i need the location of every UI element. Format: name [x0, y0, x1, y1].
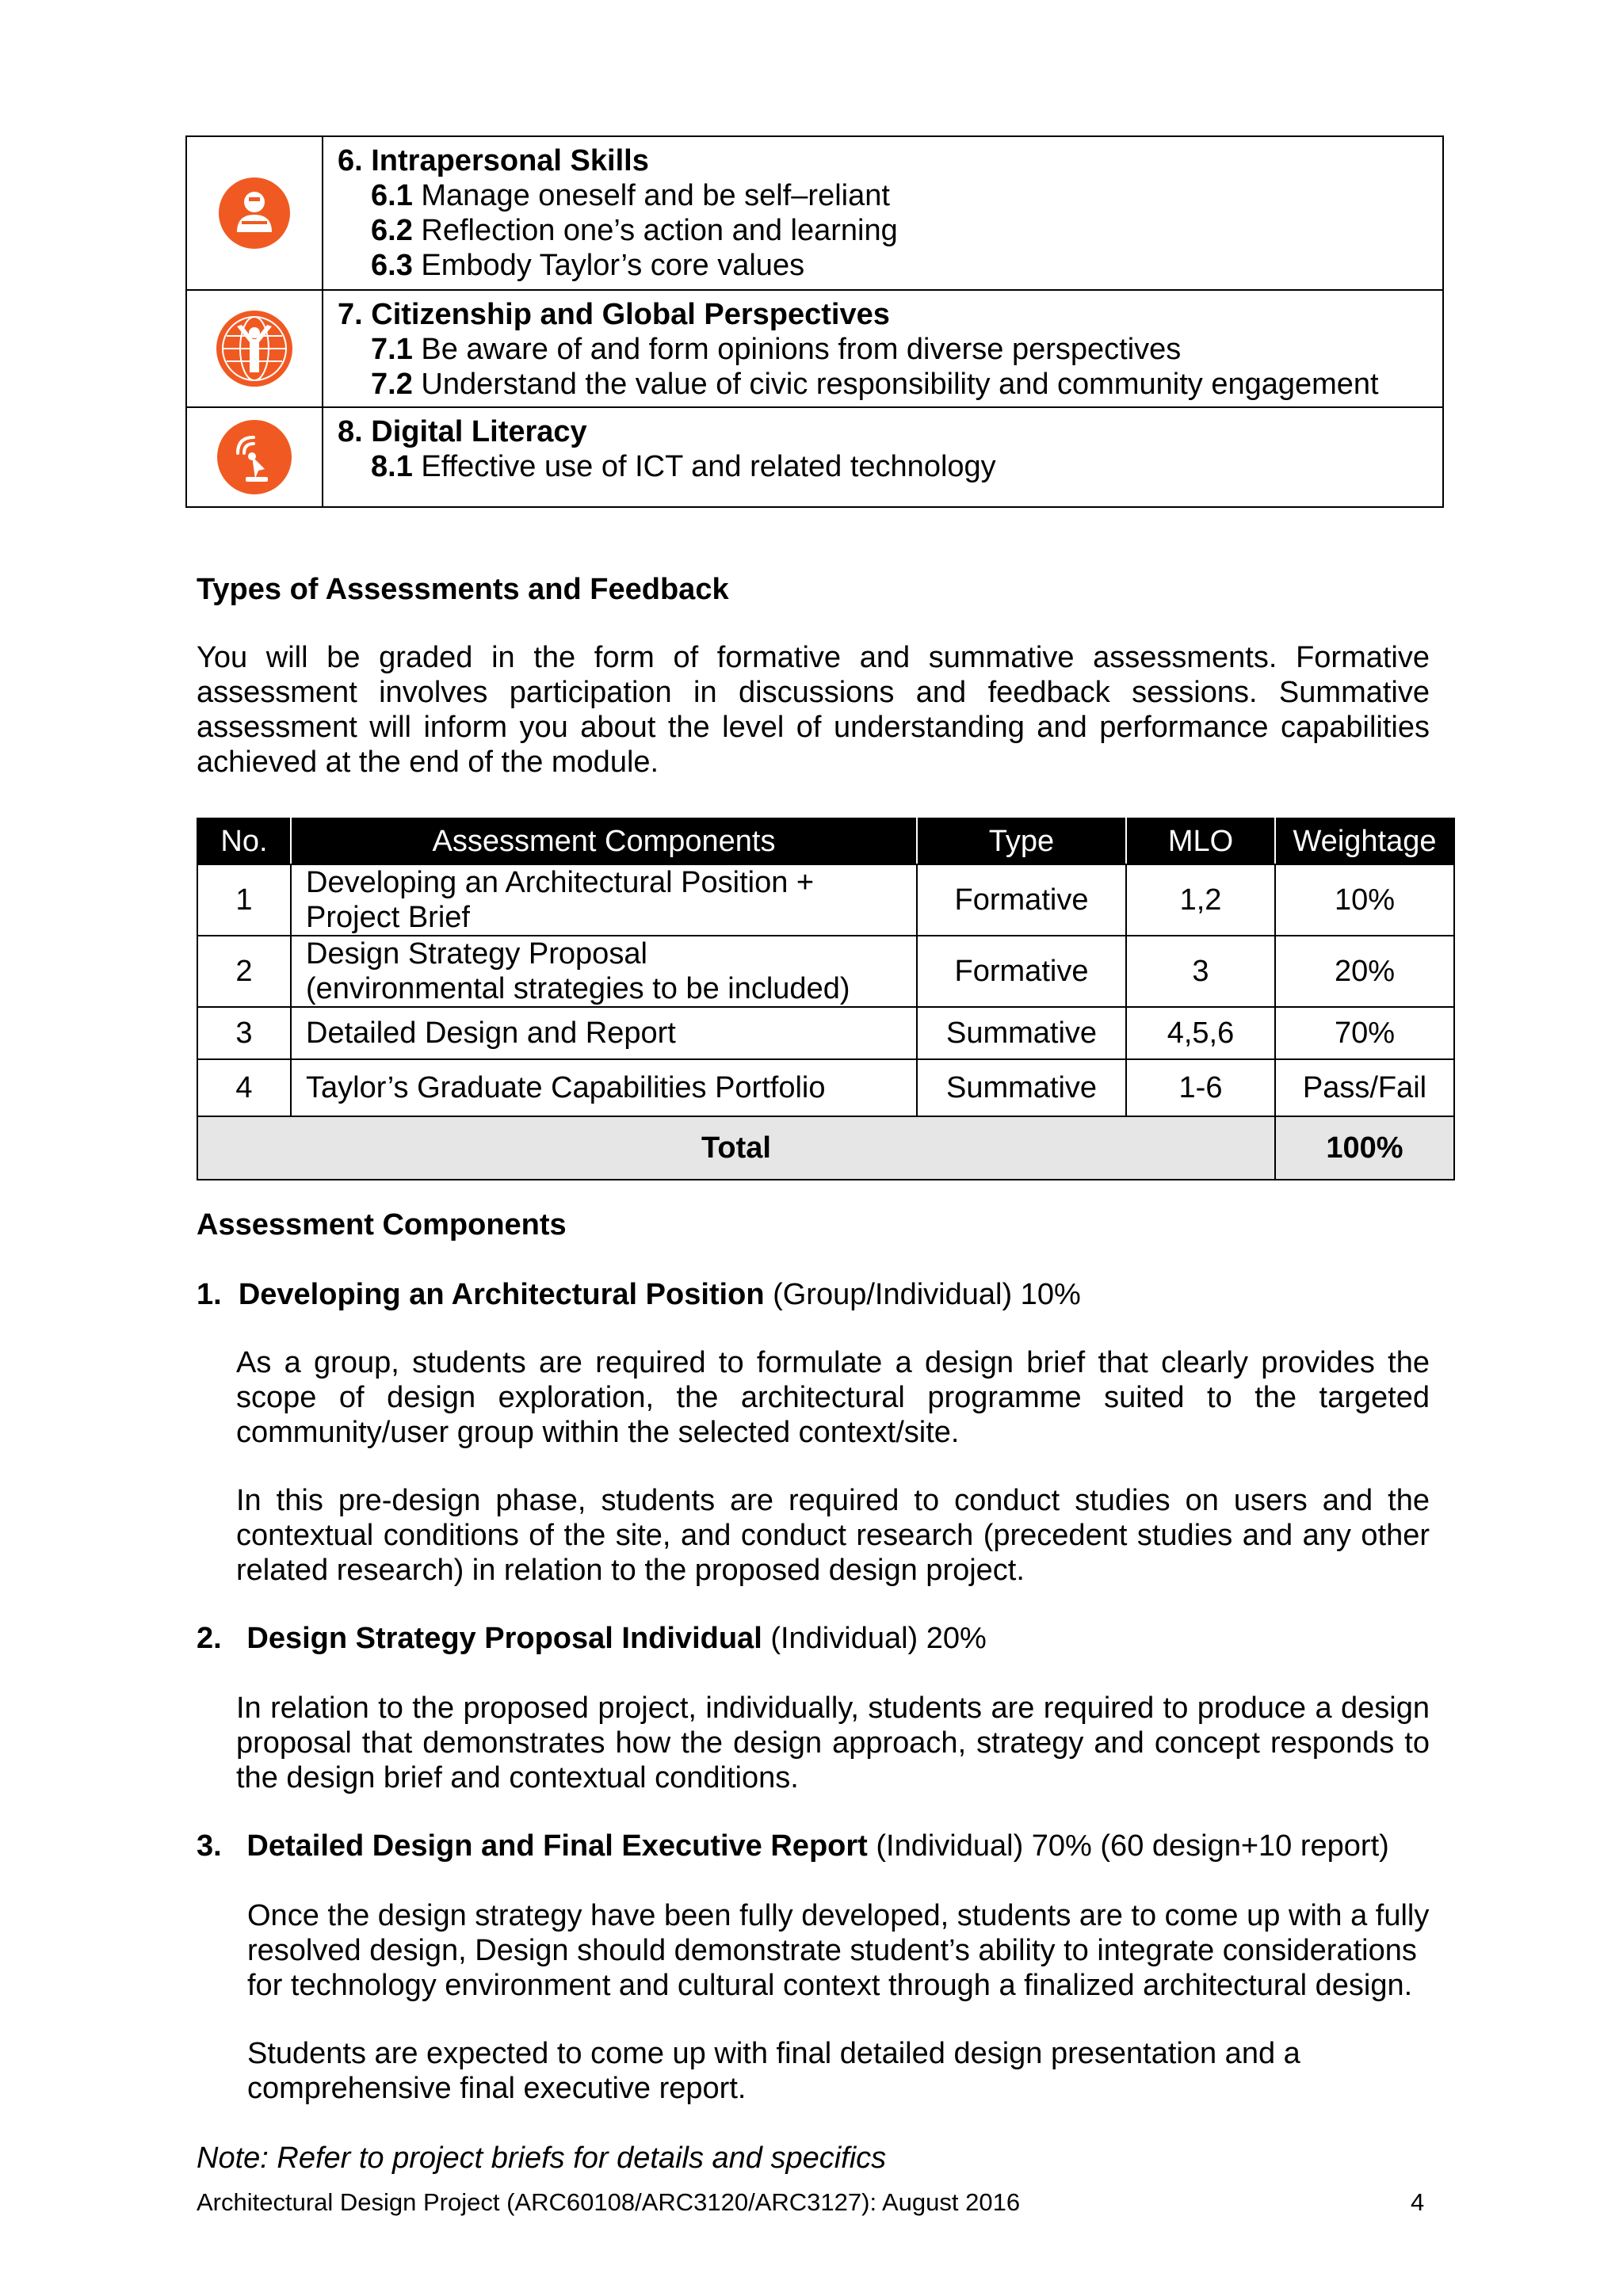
footer-course: Architectural Design Project (ARC60108/ARC3120/ARC3127): August 2016: [197, 2188, 1021, 2216]
column-header: Type: [917, 818, 1126, 864]
globe-person-icon: [215, 309, 294, 388]
cell-mlo: 1,2: [1126, 864, 1275, 936]
note-text: Note: Refer to project briefs for details and specifics: [197, 2142, 887, 2175]
component-number: 2.: [197, 1622, 222, 1655]
component-title: Design Strategy Proposal Individual: [246, 1622, 762, 1655]
cell-no: 4: [197, 1059, 291, 1116]
table-total-row: [197, 1116, 1454, 1180]
capability-row: [186, 407, 1443, 507]
component-item-heading: [197, 1829, 1389, 1863]
table-row: [197, 936, 1454, 1007]
component-paragraph: As a group, students are required to formulate a design brief that clearly provides the scope of design exploration, the architectural programme suited to the targeted community/user group within the selected context/site.: [236, 1346, 1430, 1449]
cell-weightage: 10%: [1275, 864, 1454, 936]
assessment-components-heading: Assessment Components: [197, 1208, 567, 1241]
assessment-types-paragraph: You will be graded in the form of formative and summative assessments. Formative assessment involves participation in discussions and feedback sessions. Summative assessment will inform you about the level of understanding and performance capabilities achieved at the end of the module.: [197, 641, 1430, 779]
cell-type: Summative: [917, 1007, 1126, 1059]
component-number: 3.: [197, 1829, 222, 1863]
capability-title: 6. Intrapersonal Skills: [338, 144, 649, 177]
capability-item: 8.1 Effective use of ICT and related technology: [371, 450, 996, 483]
capability-icon-cell: [186, 136, 323, 290]
table-row: [197, 1059, 1454, 1116]
capability-icon-cell: [186, 290, 323, 407]
capability-title: 8. Digital Literacy: [338, 415, 587, 448]
component-suffix: (Individual) 70% (60 design+10 report): [867, 1829, 1389, 1863]
cell-no: 2: [197, 936, 291, 1007]
capability-item: 6.2 Reflection one’s action and learning: [371, 214, 898, 247]
capability-item: 7.1 Be aware of and form opinions from diverse perspectives: [371, 333, 1182, 366]
cell-mlo: 4,5,6: [1126, 1007, 1275, 1059]
capability-content: [323, 136, 1443, 290]
capability-title: 7. Citizenship and Global Perspectives: [338, 298, 890, 331]
cell-component: Developing an Architectural Position + Project Brief: [291, 864, 917, 936]
component-title: Developing an Architectural Position: [238, 1278, 765, 1311]
component-paragraph: Students are expected to come up with final detailed design presentation and a comprehensive final executive report.: [247, 2037, 1300, 2105]
component-item-heading: [197, 1277, 1081, 1312]
column-header: MLO: [1126, 818, 1275, 864]
capability-content: [323, 407, 1443, 507]
cell-weightage: Pass/Fail: [1275, 1059, 1454, 1116]
capabilities-table: [185, 135, 1444, 508]
cell-mlo: 1-6: [1126, 1059, 1275, 1116]
capability-icon-cell: [186, 407, 323, 507]
cell-component: Taylor’s Graduate Capabilities Portfolio: [291, 1059, 917, 1116]
capability-item: 6.1 Manage oneself and be self–reliant: [371, 179, 890, 212]
capability-item: 6.3 Embody Taylor’s core values: [371, 249, 805, 282]
intrapersonal-icon: [218, 177, 291, 250]
column-header: Weightage: [1275, 818, 1454, 864]
component-suffix: (Individual) 20%: [762, 1622, 987, 1655]
assessment-table: [197, 818, 1455, 1180]
cell-type: Summative: [917, 1059, 1126, 1116]
table-row: [197, 1007, 1454, 1059]
component-paragraph: Once the design strategy have been fully developed, students are to come up with a fully resolved design, Design should demonstrate student’s ability to integrate considerations for technology environment and cultural context through a finalized architectural design.: [247, 1899, 1430, 2002]
component-paragraph: In this pre-design phase, students are required to conduct studies on users and the contextual conditions of the site, and conduct research (precedent studies and any other related research) in relation to the proposed design project.: [236, 1484, 1430, 1587]
table-header-row: [197, 818, 1454, 864]
page-number: 4: [1411, 2188, 1425, 2216]
cell-no: 1: [197, 864, 291, 936]
column-header: No.: [197, 818, 291, 864]
component-paragraph: In relation to the proposed project, individually, students are required to produce a design proposal that demonstrates how the design approach, strategy and concept responds to the design brief and contextual conditions.: [236, 1691, 1430, 1794]
component-number: 1.: [197, 1278, 222, 1311]
cell-type: Formative: [917, 936, 1126, 1007]
digital-signal-icon: [216, 418, 293, 496]
cell-no: 3: [197, 1007, 291, 1059]
assessment-types-heading: Types of Assessments and Feedback: [197, 573, 729, 606]
total-value: 100%: [1275, 1116, 1454, 1180]
total-label: Total: [197, 1116, 1275, 1180]
cell-type: Formative: [917, 864, 1126, 936]
cell-weightage: 20%: [1275, 936, 1454, 1007]
component-title: Detailed Design and Final Executive Report: [246, 1829, 868, 1863]
table-row: [197, 864, 1454, 936]
cell-component: Design Strategy Proposal (environmental strategies to be included): [291, 936, 917, 1007]
cell-mlo: 3: [1126, 936, 1275, 1007]
capability-content: [323, 290, 1443, 407]
component-item-heading: [197, 1621, 987, 1656]
column-header: Assessment Components: [291, 818, 917, 864]
component-suffix: (Group/Individual) 10%: [764, 1278, 1081, 1311]
capability-row: [186, 290, 1443, 407]
cell-weightage: 70%: [1275, 1007, 1454, 1059]
capability-item: 7.2 Understand the value of civic responsibility and community engagement: [371, 368, 1379, 401]
cell-component: Detailed Design and Report: [291, 1007, 917, 1059]
capability-row: [186, 136, 1443, 290]
